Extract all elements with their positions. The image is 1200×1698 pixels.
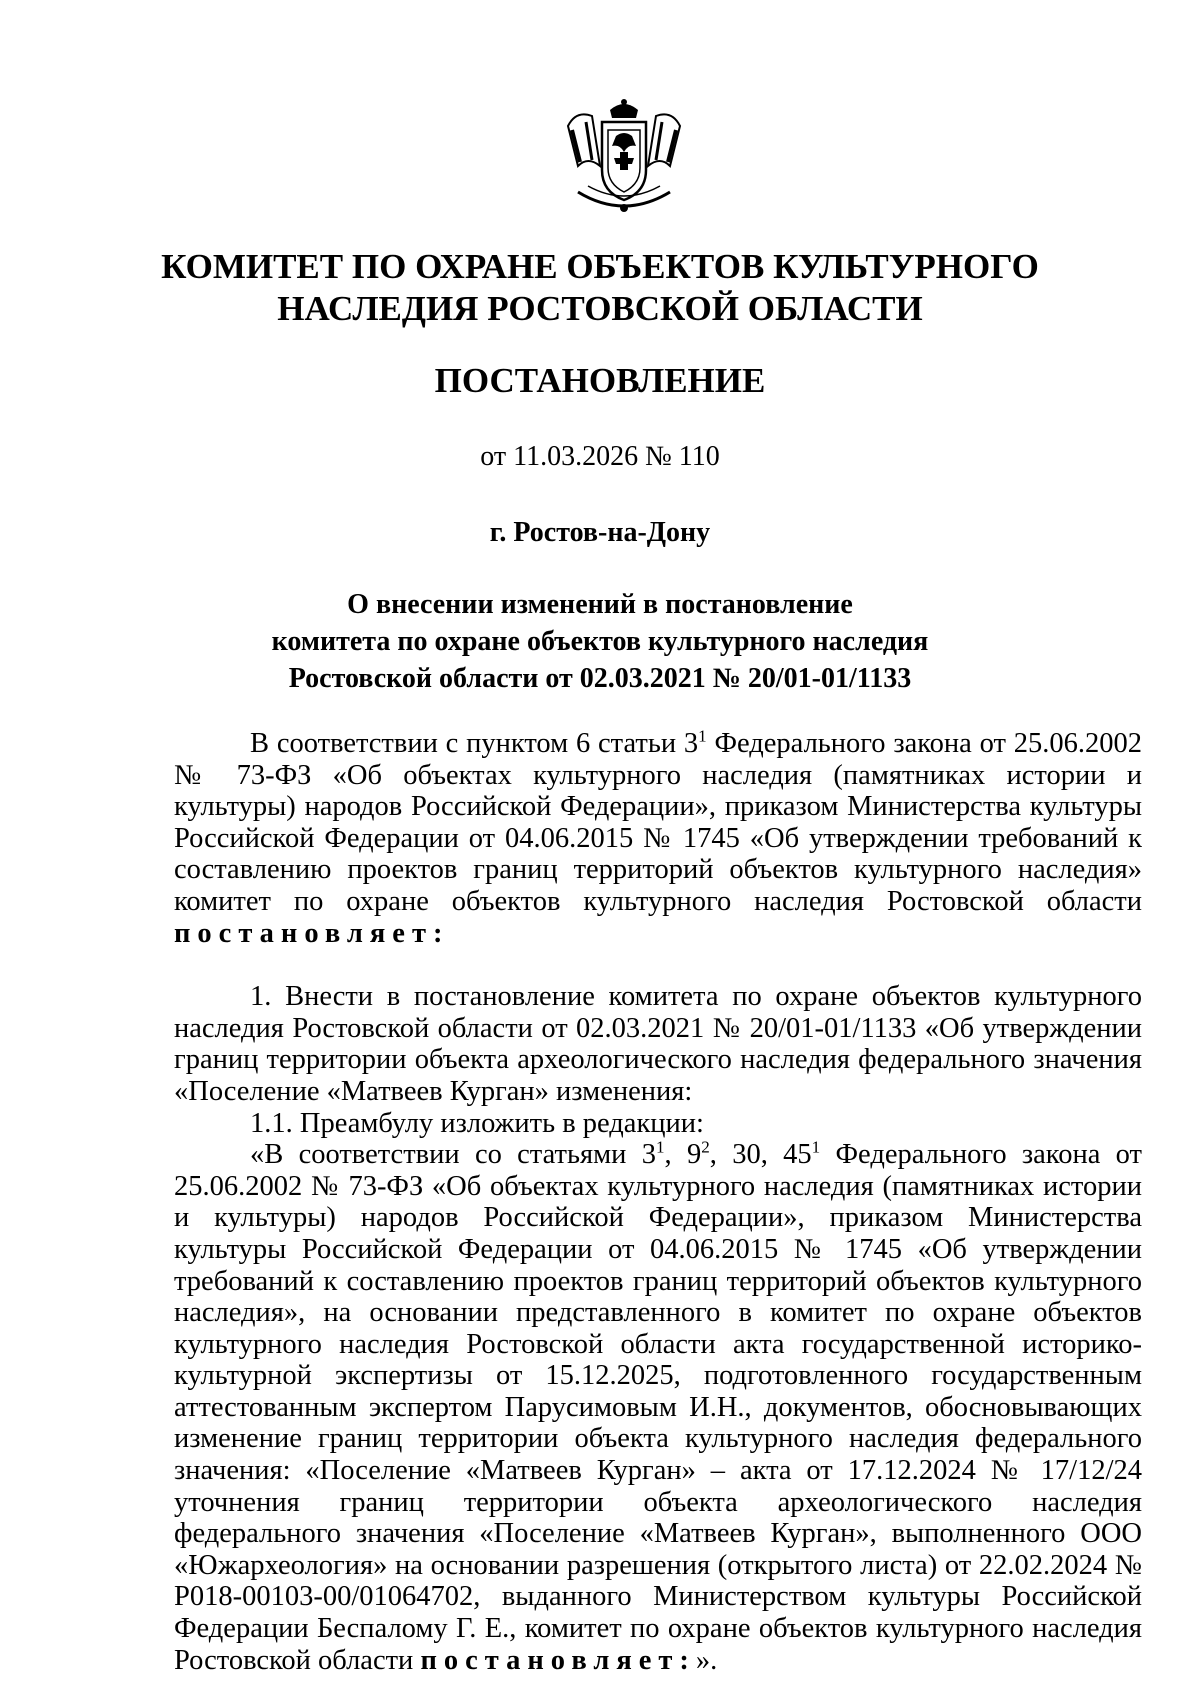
subject-line-2: комитета по охране объектов культурного наследия (271, 626, 929, 657)
preamble-superscript: 1 (698, 726, 707, 746)
city-line: г. Ростов-на-Дону (489, 517, 711, 548)
new-preamble-decree-word: постановляет: (420, 1644, 696, 1676)
organization-line-2: НАСЛЕДИЯ РОСТОВСКОЙ ОБЛАСТИ (277, 289, 923, 328)
document-subject (0, 586, 1200, 697)
new-preamble-text-a: «В соответствии со статьями 3 (250, 1139, 656, 1171)
organization-title (0, 246, 1200, 330)
subject-line-1: О внесении изменений в постановление (347, 589, 853, 620)
new-preamble-sup-c: 1 (811, 1137, 821, 1157)
subject-line-3: Ростовской области от 02.03.2021 № 20/01-01/1133 (288, 663, 912, 694)
new-preamble-paragraph (174, 1139, 1142, 1676)
decree-word: постановляет: (174, 917, 450, 949)
document-body (174, 728, 1142, 1676)
organization-line-1: КОМИТЕТ ПО ОХРАНЕ ОБЪЕКТОВ КУЛЬТУРНОГО (161, 247, 1039, 286)
date-number-line: от 11.03.2026 № 110 (480, 441, 720, 472)
preamble-text-a: В соответствии с пунктом 6 статьи 3 (250, 728, 699, 759)
coat-of-arms-emblem (558, 96, 690, 216)
document-type: ПОСТАНОВЛЕНИЕ (434, 361, 766, 400)
new-preamble-sep-1: , 9 (664, 1139, 702, 1171)
new-preamble-closing: ». (695, 1644, 718, 1676)
preamble-text-b: Федерального закона от 25.06.2002 № 73-ФЗ «Об объектах культурного наследия (памятниках истории и культуры) народов Российской Федерации», приказом Министерства культуры Российской Федерации от 04.06.2015 № 1745 «Об утверждении требований к составлению проектов границ территорий объектов культурного наследия» комитет по охране объектов культурного наследия Ростовской области (174, 728, 1142, 917)
preamble-paragraph (174, 728, 1142, 949)
new-preamble-sep-2: , 30, 45 (709, 1139, 812, 1171)
new-preamble-sup-a: 1 (655, 1137, 665, 1157)
item-1-paragraph: 1. Внести в постановление комитета по охране объектов культурного наследия Ростовской области от 02.03.2021 № 20/01-01/1133 «Об утверждении границ территории объекта археологического наследия федерального значения «Поселение «Матвеев Курган» изменения: (174, 981, 1142, 1107)
new-preamble-text-b: Федерального закона от 25.06.2002 № 73-ФЗ «Об объектах культурного наследия (памятниках истории и культуры) народов Российской Федерации», приказом Министерства культуры Российской Федерации от 04.06.2015 № 1745 «Об утверждении требований к составлению проектов границ территорий объектов культурного наследия», на основании представленного в комитет по охране объектов культурного наследия Ростовской области акта государственной историко-культурной экспертизы от 15.12.2025, подготовленного государственным аттестованным экспертом Парусимовым И.Н., документов, обосновывающих изменение границ территории объекта культурного наследия федерального значения: «Поселение «Матвеев Курган» – акта от 17.12.2024 № 17/12/24 уточнения границ территории объекта археологического наследия федерального значения «Поселение «Матвеев Курган», выполненного ООО «Южархеология» на основании разрешения (открытого листа) от 22.02.2024 № Р018-00103-00/01064702, выданного Министерством культуры Российской Федерации Беспалому Г. Е., комитет по охране объектов культурного наследия Ростовской области (174, 1139, 1142, 1676)
new-preamble-sup-b: 2 (701, 1137, 710, 1157)
item-1-1-paragraph: 1.1. Преамбулу изложить в редакции: (250, 1107, 704, 1139)
